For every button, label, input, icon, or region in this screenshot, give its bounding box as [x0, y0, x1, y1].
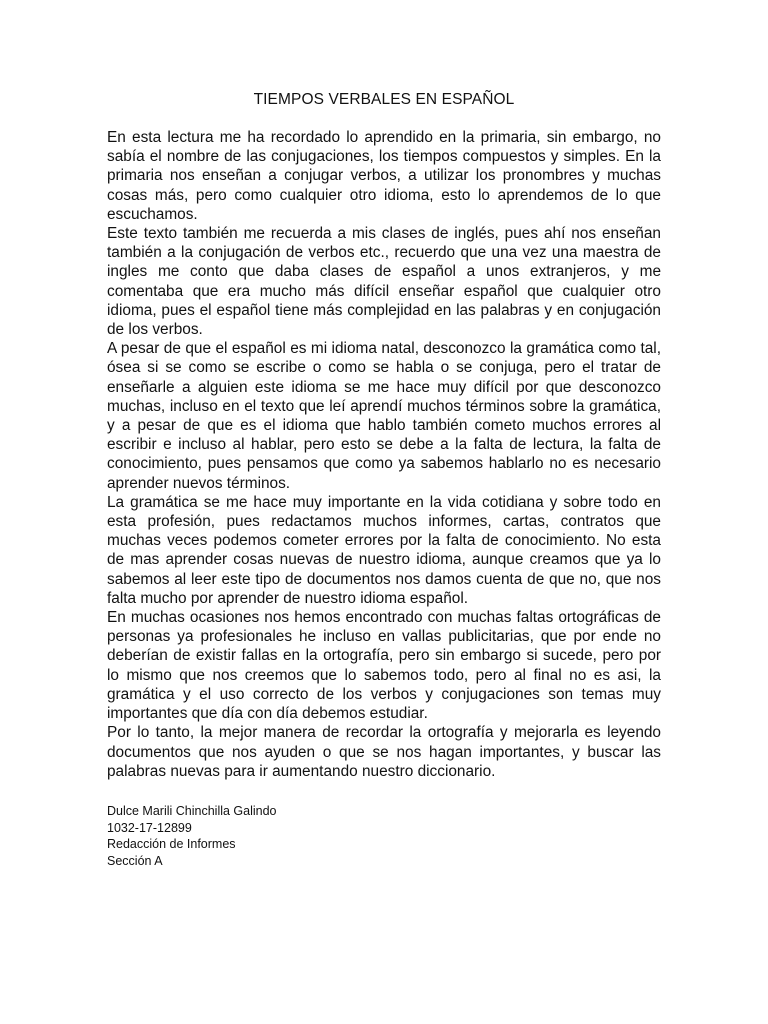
paragraph-4: La gramática se me hace muy importante en la vida cotidiana y sobre todo en esta profesión, pues redactamos muchos informes, cartas, contratos que muchas veces podemos cometer errores por la falta de conocimiento. No esta de mas aprender cosas nuevas de nuestro idioma, aunque creamos que ya lo sabemos al leer este tipo de documentos nos damos cuenta de que no, que nos falta mucho por aprender de nuestro idioma español.: [107, 493, 661, 607]
signature-block: [107, 803, 277, 869]
section-label: Sección A: [107, 853, 163, 868]
paragraph-6: Por lo tanto, la mejor manera de recordar la ortografía y mejorarla es leyendo documentos que nos ayuden o que se nos hagan importantes, y buscar las palabras nuevas para ir aumentando nuestro diccionario.: [107, 724, 661, 780]
paragraph-2: Este texto también me recuerda a mis clases de inglés, pues ahí nos enseñan también a la conjugación de verbos etc., recuerdo que una vez una maestra de ingles me conto que daba clases de español a unos extranjeros, y me comentaba que era mucho más difícil enseñar español que cualquier otro idioma, pues el español tiene más complejidad en las palabras y en conjugación de los verbos.: [107, 225, 661, 339]
paragraph-1: En esta lectura me ha recordado lo aprendido en la primaria, sin embargo, no sabía el nombre de las conjugaciones, los tiempos compuestos y simples. En la primaria nos enseñan a conjugar verbos, a utilizar los pronombres y muchas cosas más, pero como cualquier otro idioma, esto lo aprendemos de lo que escuchamos.: [107, 129, 661, 223]
document-body: [107, 128, 661, 781]
document-title: TIEMPOS VERBALES EN ESPAÑOL: [253, 91, 515, 108]
author-name: Dulce Marili Chinchilla Galindo: [107, 804, 277, 818]
course-name: Redacción de Informes: [107, 837, 236, 851]
paragraph-3: A pesar de que el español es mi idioma natal, desconozco la gramática como tal, ósea si se como se escribe o como se habla o se conjuga, pero el tratar de enseñarle a alguien este idioma se me hace muy difícil por que desconozco muchas, incluso en el texto que leí aprendí muchos términos sobre la gramática, y a pesar de que es el idioma que hablo también cometo muchos errores al escribir e incluso al hablar, pero esto se debe a la falta de lectura, la falta de conocimiento, pues pensamos que como ya sabemos hablarlo no es necesario aprender nuevos términos.: [107, 340, 661, 492]
student-id: 1032-17-12899: [107, 820, 192, 835]
paragraph-5: En muchas ocasiones nos hemos encontrado con muchas faltas ortográficas de personas ya profesionales he incluso en vallas publicitarias, que por ende no deberían de existir fallas en la ortografía, pero sin embargo si sucede, pero por lo mismo que nos creemos que lo sabemos todo, pero al final no es asi, la gramática y el uso correcto de los verbos y conjugaciones son temas muy importantes que día con día debemos estudiar.: [107, 609, 661, 723]
